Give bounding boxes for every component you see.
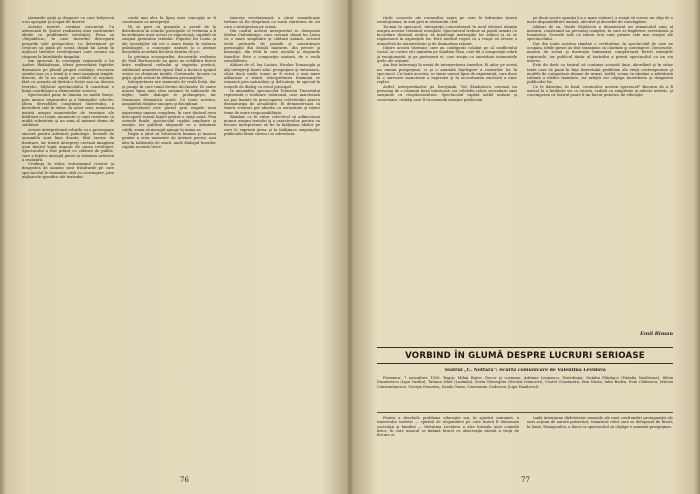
right-column-1 [377, 16, 517, 338]
article-headline-box [377, 347, 673, 364]
paragraph: Interpretarea are momente de reală forţă, dar şi pasaje în care tonul devine declarativ. Se simte uneori lipsa unui ritm susţinut în tablourile de mijloc, unde dialogul se prelungeşte, iar tensiunea dramatică scade. Cu toate acestea, ansamblul rămâne omogen şi disciplinat. [122, 80, 216, 106]
paragraph: Acestui tineret, cerinţei concursul, l-a adresează M. Şatrov realizarea unei confruntări ideale cu problemele revoluţiei. Piesa sa «Republica», în care tineretul descoperă propriile sale perspective, i-a determinat pe creatori să pună pe scenă chipul lui Lenin în mijlocul tinerilor revoluţionari care cereau un răspuns la întrebările timpului. [22, 24, 114, 59]
paragraph: contă mai ales în lipsa unei concepţii ar fi coordonate ca interpreţii. [122, 16, 216, 25]
play-author: de Valentina Levidova [549, 368, 606, 373]
paragraph: Credinţa în viitor, entuziasmul creator şi dragostea de oameni sunt trăsăturile pe care spectacolul le transmite sălii cu convingere, prin mijloacele specifice ale teatrului. [22, 162, 114, 179]
paragraph: rărilc concrete ale evenurilor aspre pe care le înfruntau tinerii revoluţionari, în anii grei ai războiului civil. [377, 16, 517, 25]
page-number-left: 76 [180, 476, 189, 484]
paragraph: Pentru a deschide problema educaţiei noi, în spiritul comunist, a tineretului sovietic — spiritul de răspundere pe care tinerii îl datorează societăţii şi familiei — Valentina Levidova a ales formula unei comedii lirice, în care umorul se îmbină fericit cu observaţia atentă a vieţii de fiecare zi. [377, 416, 519, 438]
paragraph: Din cadrul acestei interpretări se detaşează Ştefan Ciubotăraşu, care creează chipul lui Lenin cu o mare simplitate şi căldură umană. Actorul evită gesturile de paradă şi construieşte personajul din detalii mărunte, din privire şi intonaţie, din felul în care ascultă şi răspunde tinerilor. Este o compoziţie matură, de o reală sensibilitate. [224, 28, 320, 63]
paragraph: În privinţa scenografiei, decorurile realizate de Paul Bortnovschi au găsit un echilibru fericit între realismul cadrului şi sugestia poetică, subliniind atmosfera epocii fără a încărca spaţiul scenic cu elemente inutile. Costumele, lucrate cu grijă, ajută actorii în definirea personajelor. [122, 54, 216, 81]
paragraph: Rămâne ca în viitor colectivul să adâncească munca asupra textului şi a caracterelor, pentru ca fiecare interpretare să fie la înălţimea ideilor pe care le exprimă piesa şi la înălţimea exigenţelor publicului tânăr căruia i se adresează. [224, 114, 320, 137]
paragraph: Este de dorit ca teatrul să continue această linie, abordând şi în viitor texte care să pună în faţa tineretului probleme ale vieţii contemporane şi modele de comportare demne de urmat. Astfel, scena va rămâne o adevărată tribună a ideilor înaintate, iar artiştii vor câştiga încrederea şi dragostea publicului lor. [527, 63, 673, 85]
paragraph: Ce le datorăm, în fond, creatorilor acestui spectacol? Bucuria de a fi asistat la o întâlnire vie cu istoria, redată cu simplitate şi adevăr artistic, şi convingerea că teatrul poate fi un factor puternic de educaţie. [527, 84, 673, 98]
paragraph: Regia a ştiut să folosească lumina şi muzica pentru a crea momente de intensă poezie, mai ales în tablourile de seară, unde dialogul tinerilor capătă accente lirice. [122, 132, 216, 149]
author-signature: Emil Riman [640, 331, 673, 337]
article-column-left [377, 416, 519, 468]
article-column-right [527, 416, 673, 468]
paragraph: ţărmurile grijă şi dragoste cu care bolşevicii s-au apropiat şi ocupat de tineret. [22, 16, 114, 25]
paragraph: tuală intenţiune dădeteiator muzeale ale unei confruntări protagonişti ale unei acţiuni de natură patriotică, tematicul celor care se detaşează de tineri; în lume, Dimopoulou, a făcut ca spectacolul să câştige o anumită prospeţime. [527, 416, 673, 429]
cast-divider [377, 412, 673, 413]
paragraph: Am apreciat, în concepţia regizorală a lui Andrei Bădăuleanu, ideea prezentării faptelor dramatice pe planul proprii credinţe, evocarea omului nou ca o temă şi a unei naraţiuni simple, directe, de la un capăt pe celălalt al acţiunii, fără ca aceasta să devină o lecţie sau un discurs teoretic. Mijlocul spectacolului îl constituie o bună coordonare a elementelor scenice. [22, 58, 114, 94]
cast-paragraph: Premiera: 7 noiembrie 1958. Regia: Mihai Raicu. Decor şi costume: Adriana Leonescu. Distribuţia: Natalia Pătrăşcu (Natalia Vasilievna), Silvia Dumitrescu (Lipa Vasiliu), Tatiana Iekel (Ludmila), Sorin Gheorghiu (Nicolai Ivanovici), Costel Constantin, Dan Nasta, Iuliu Bodea, Puiu Călinescu, Mircea Constantinescu, George Demetru, Sanda Toma, Constantin Codrescu (Lipa Paxalovici). [377, 376, 673, 389]
paragraph: Actorii interpretează rolurile cu o preocupare sinceră pentru adevărul psihologic. Scenele de ansamblu sunt bine dozate, fără excese de ilustrare, iar tinerii interpreţi creează imaginea unui tineret legat organic de cauza revoluţiei. Spectacolul a fost primit cu căldură de public, care a înţeles mesajul piesei şi valoarea artistică a realizării. [22, 127, 114, 162]
paragraph: tinereţe revoluţionară, a căror semnificaţie trebuia să fie desprinsă cu toată claritatea de cei care o interpretau pe scenă. [224, 16, 320, 29]
theatre-name: Teatrul „C. Nottara": [444, 368, 498, 373]
paragraph: Alături de ea, Vasile Niţulescu a demonstrat un remarcabil simţ al măsurii, construind un personaj complex, în care se împletesc severitatea şi bunătatea. Scenele sale cu tinerii eroi sunt printre cele mai reuşite ale spectacolului. [527, 24, 673, 42]
left-column-3 [224, 16, 320, 463]
right-column-2 [527, 16, 673, 326]
paragraph: Dintre actorii vârstnici care au configurat colabat pe al conflictului social, se cuvine să-i amintim pe Sandina Stan, care dă o compoziţie sobră şi emoţionantă, şi pe partenerii ei, care susţin cu onestitate momentele grele ale acţiunii. [377, 46, 517, 63]
cast-list [377, 376, 673, 409]
article-theatre-line [377, 368, 673, 373]
paragraph: În ansamblu, spectacolul Teatrului Tineretului reprezintă o realizare valoroasă, care marchează un pas înainte în preocuparea colectivului pentru dramaturgia de actualitate. El demonstrează că tinerii creatori pot aborda cu seriozitate şi talent teme de mare responsabilitate. [224, 89, 320, 115]
article-headline: VORBIND ÎN GLUMĂ DESPRE LUCRURI SERIOASE [405, 350, 645, 361]
paragraph: pe două scurte apariţii (cu o mare ezitare), a reuşit să creeze un chip de o mare disponibilitate umană, afectivă şi deosebit de convingător. [527, 16, 673, 25]
paragraph: Dar din toate acestea rămâne o certitudine: în spectacolul de care ne ocupăm, ideile piesei au fost transmise cu claritate şi convingere. Decorurile, muzica de scenă şi ilustraţia luminoasă completează fericit intenţiile regizorale, iar publicul tânăr al teatrului a primit spectacolul cu un viu interes. [527, 41, 673, 63]
paragraph: Spectatorul este purtat prin etapele unei experienţe umane complexe, în care tânărul erou descoperă sensul luptei pentru o viaţă nouă. Prin scenele finale, spectacolul capătă amploare şi emoţie, iar publicul răspunde cu o adeziune caldă, semn că mesajul ajunge la inima sa. [122, 106, 216, 132]
paragraph: Tocmai în spectacol, interpreţii concentrează în mod eficient atenţia asupra acestor trăsături esenţiale. Spectatorul trebuie să poată urmări cu încordare destinul eroilor, să înţeleagă motivaţiile lor adânci şi să se regăsească în aspiraţiile lor. Este meritul regiei că a reuşit să creeze o atmosferă de autenticitate şi de dramatism reţinut. [377, 24, 517, 46]
paragraph: Am fost interesaţi la urmă de interpretarea tinerilor. Ei aduc pe scenă nu numai prospeţime, ci şi o anumită înţelegere a rosturilor lor în spectacol. Cu toate acestea, se simte uneori lipsa de experienţă, care duce la o oarecare monotonie a expresiei şi la accentuarea excesivă a unor replici. [377, 63, 517, 85]
paragraph: Astfel, interpretând-ul pe Dzerjinski, Vul Sândulescu creează un personaj de o reţinută forţă interioară, iar celelalte roluri secundare sunt susţinute cu conştiinciozitate. Spectacolul capătă astfel unitate şi cursivitate, calităţi care îl recomandă atenţiei publicului. [377, 84, 517, 102]
play-title: Scurtă comunicare [499, 368, 549, 373]
paragraph: Ni se pare că greşeala a pornit de la distribuirea în rolurile principale ce trebuiau a fi încredinţate unor actori cu experienţă, capabili să susţină greutatea textului. Figurile lui Lenin şi ale tovarăşilor săi cer o mare fineţe în redarea psihologiei, o concepţie unitară şi o atenţie deosebită acordată fiecărui detaliu de joc. [122, 24, 216, 55]
page-number-right: 77 [521, 476, 530, 484]
left-column-2 [122, 16, 216, 463]
paragraph: Spectacolul pune în lumină cu multă fineţe, prin munca regizorului şi a întregului colectiv, ideea dezvoltării conştiinţei tineretului, a încrederii sale în viitor. În acest sens, montarea insistă asupra momentelor de tensiune ale întâlnirii cu Lenin, momente ce sunt rezolvate cu multă sobrietate şi un simţ al măsurii demn de subliniat. [22, 93, 114, 128]
paragraph: Alături de el, Ion Lucian, Nicolae Tomazoglu şi alţi interpreţi tineri aduc prospeţime şi entuziasm, chiar dacă unele scene ar fi cerut o mai mare adâncime a trăirii. Interpretarea feminină se remarcă prin naturaleţe şi delicateţe, în special în scenele de dialog cu eroul principal. [224, 63, 320, 89]
left-column-1 [22, 16, 114, 463]
